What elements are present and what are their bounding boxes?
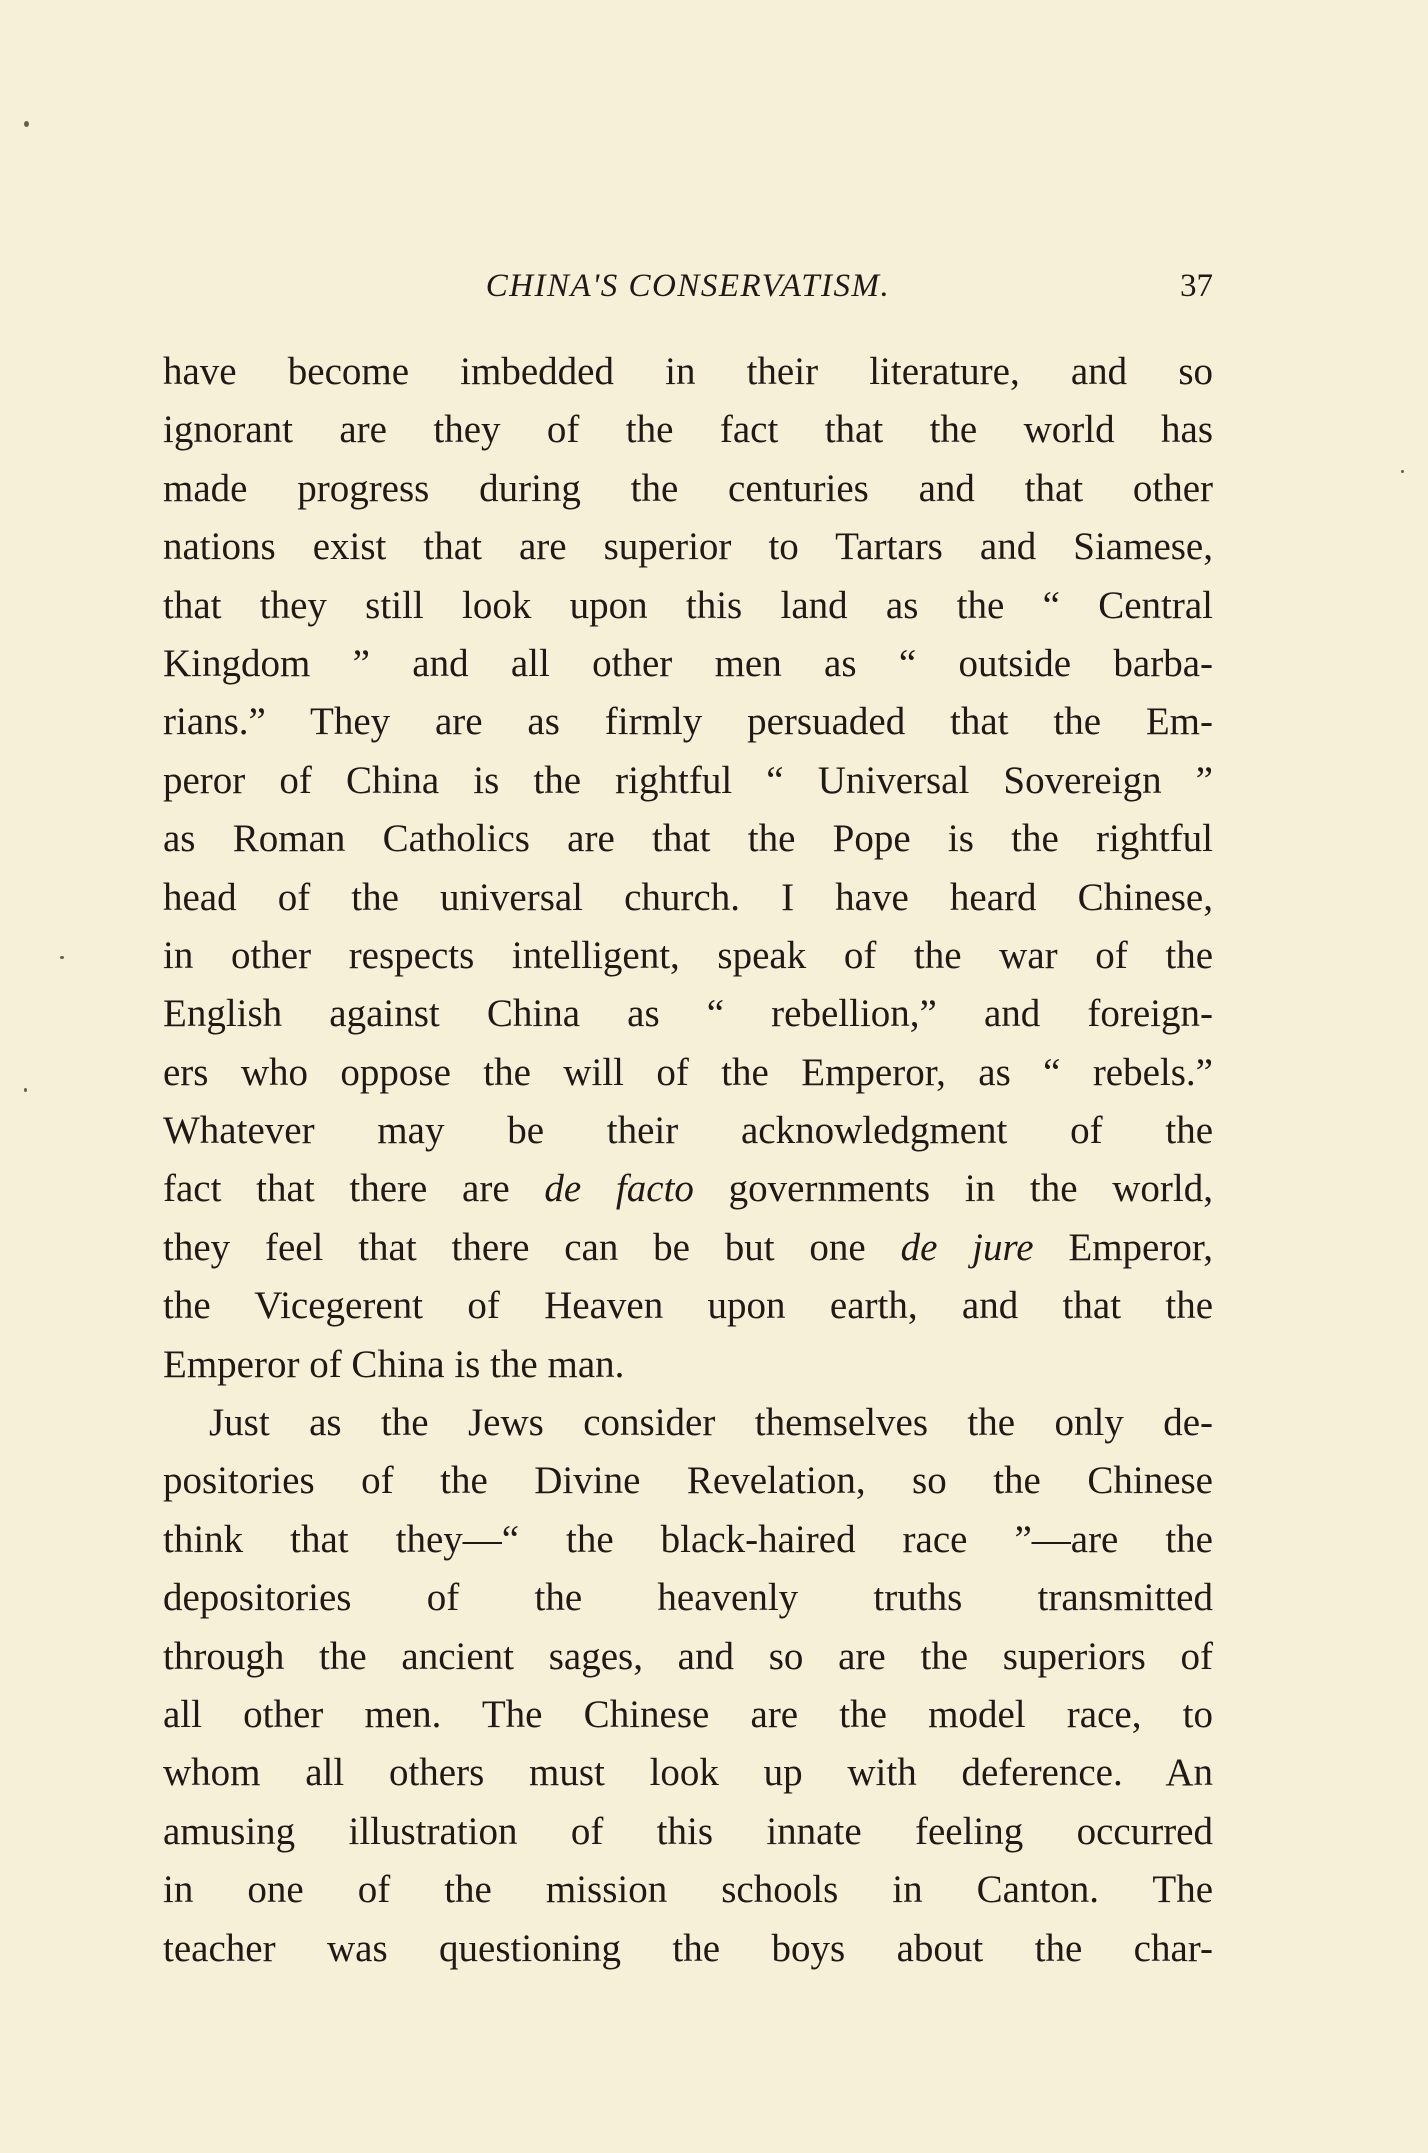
text-line: whom all others must look up with deference. An xyxy=(163,1751,1213,1795)
text-line: Whatever may be their acknowledgment of the xyxy=(163,1109,1213,1153)
text-line xyxy=(163,1219,1213,1277)
text-line: have become imbedded in their literature, and so xyxy=(163,350,1213,393)
running-title: CHINA'S CONSERVATISM. xyxy=(485,268,891,304)
text-line: depositories of the heavenly truths transmitted xyxy=(163,1576,1213,1620)
text-line: through the ancient sages, and so are the superiors of xyxy=(163,1634,1213,1678)
text-line: in other respects intelligent, speak of the war of the xyxy=(163,933,1213,977)
text-line: that they still look upon this land as the “ Central xyxy=(163,583,1213,627)
text-line: Kingdom ” and all other men as “ outside barba- xyxy=(163,641,1213,685)
body-text xyxy=(163,343,1213,1978)
text-line: ignorant are they of the fact that the world has xyxy=(163,408,1213,452)
text-line: rians.” They are as firmly persuaded that the Em- xyxy=(163,700,1213,744)
page-header xyxy=(163,268,1213,328)
text-line: in one of the mission schools in Canton. The xyxy=(163,1868,1213,1912)
paper-speck xyxy=(1401,470,1404,473)
text-line: head of the universal church. I have heard Chinese, xyxy=(163,875,1213,919)
paper-speck xyxy=(24,121,29,127)
italic-phrase: de facto xyxy=(544,1167,694,1211)
text-line: think that they—“ the black-haired race ”—are the xyxy=(163,1517,1213,1561)
text-line: peror of China is the rightful “ Universal Sovereign ” xyxy=(163,758,1213,802)
text-line: the Vicegerent of Heaven upon earth, and that the xyxy=(163,1284,1213,1328)
text-line: nations exist that are superior to Tartars and Siamese, xyxy=(163,525,1213,569)
text-line: teacher was questioning the boys about the char- xyxy=(163,1926,1213,1970)
page-number: 37 xyxy=(1180,268,1213,304)
text-run: fact that there are xyxy=(163,1167,545,1211)
text-line: all other men. The Chinese are the model race, to xyxy=(163,1692,1213,1736)
text-line: ers who oppose the will of the Emperor, as “ rebels.” xyxy=(163,1050,1213,1094)
paper-speck xyxy=(24,1088,27,1092)
paper-speck xyxy=(60,956,64,959)
italic-phrase: de jure xyxy=(900,1225,1034,1269)
text-run: governments in the world, xyxy=(693,1167,1213,1211)
text-line: Emperor of China is the man. xyxy=(163,1342,625,1386)
text-line: positories of the Divine Revelation, so the Chinese xyxy=(163,1459,1213,1503)
text-run: Emperor, xyxy=(1033,1225,1214,1269)
text-line: as Roman Catholics are that the Pope is the rightful xyxy=(163,817,1213,861)
text-run: they feel that there can be but one xyxy=(163,1225,901,1269)
text-line xyxy=(163,1160,1213,1218)
text-line: amusing illustration of this innate feeling occurred xyxy=(163,1809,1213,1853)
text-line: English against China as “ rebellion,” and foreign- xyxy=(163,992,1213,1036)
text-line: Just as the Jews consider themselves the only de- xyxy=(209,1401,1213,1445)
text-line: made progress during the centuries and that other xyxy=(163,466,1213,510)
